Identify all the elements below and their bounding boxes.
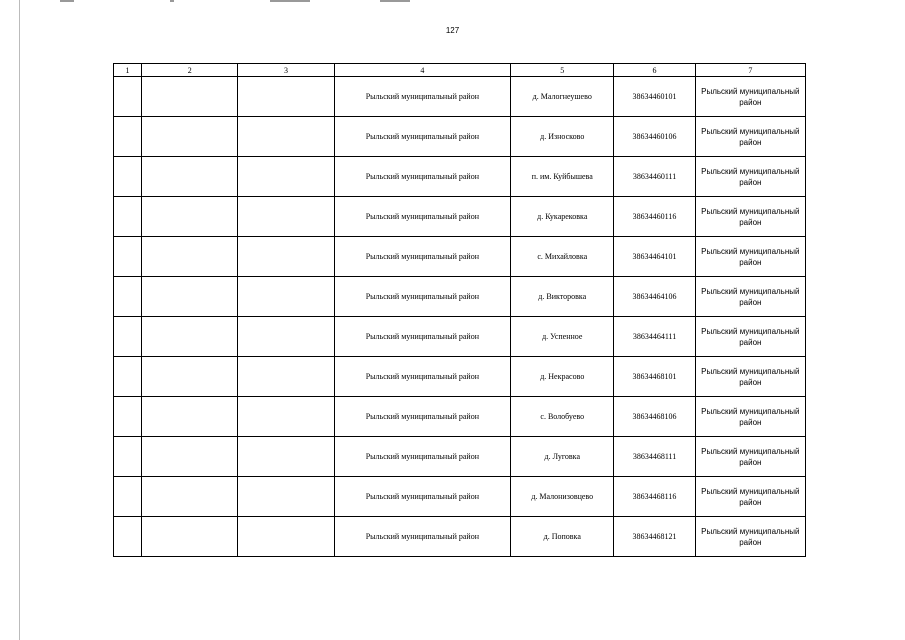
empty-cell xyxy=(114,117,142,157)
municipality-cell: Рыльский муниципальный район xyxy=(695,477,805,517)
empty-cell xyxy=(114,517,142,557)
district-cell: Рыльский муниципальный район xyxy=(334,477,511,517)
oktmo-code-cell: 38634468121 xyxy=(614,517,695,557)
oktmo-code-cell: 38634460101 xyxy=(614,77,695,117)
column-header-3: 3 xyxy=(238,64,334,77)
settlement-cell: с. Михайловка xyxy=(511,237,614,277)
empty-cell xyxy=(114,277,142,317)
settlement-cell: д. Кукарековка xyxy=(511,197,614,237)
district-cell: Рыльский муниципальный район xyxy=(334,237,511,277)
settlement-cell: д. Луговка xyxy=(511,437,614,477)
municipality-cell: Рыльский муниципальный район xyxy=(695,157,805,197)
empty-cell xyxy=(238,397,334,437)
district-cell: Рыльский муниципальный район xyxy=(334,317,511,357)
oktmo-code-cell: 38634464101 xyxy=(614,237,695,277)
empty-cell xyxy=(238,437,334,477)
table-row xyxy=(114,157,806,197)
oktmo-code-cell: 38634468106 xyxy=(614,397,695,437)
settlements-table xyxy=(113,63,806,557)
empty-cell xyxy=(142,77,238,117)
settlement-cell: д. Успенное xyxy=(511,317,614,357)
table-row xyxy=(114,197,806,237)
empty-cell xyxy=(142,397,238,437)
oktmo-code-cell: 38634468116 xyxy=(614,477,695,517)
settlement-cell: д. Викторовка xyxy=(511,277,614,317)
empty-cell xyxy=(238,157,334,197)
table-row xyxy=(114,77,806,117)
empty-cell xyxy=(114,157,142,197)
empty-cell xyxy=(114,317,142,357)
oktmo-code-cell: 38634460106 xyxy=(614,117,695,157)
settlement-cell: п. им. Куйбышева xyxy=(511,157,614,197)
empty-cell xyxy=(238,117,334,157)
oktmo-code-cell: 38634464111 xyxy=(614,317,695,357)
empty-cell xyxy=(114,397,142,437)
district-cell: Рыльский муниципальный район xyxy=(334,277,511,317)
table-row xyxy=(114,397,806,437)
municipality-cell: Рыльский муниципальный район xyxy=(695,237,805,277)
empty-cell xyxy=(142,197,238,237)
district-cell: Рыльский муниципальный район xyxy=(334,397,511,437)
empty-cell xyxy=(142,237,238,277)
table-row xyxy=(114,517,806,557)
district-cell: Рыльский муниципальный район xyxy=(334,197,511,237)
municipality-cell: Рыльский муниципальный район xyxy=(695,397,805,437)
table-row xyxy=(114,237,806,277)
settlement-cell: д. Поповка xyxy=(511,517,614,557)
table-row xyxy=(114,317,806,357)
oktmo-code-cell: 38634460116 xyxy=(614,197,695,237)
empty-cell xyxy=(114,77,142,117)
empty-cell xyxy=(114,477,142,517)
empty-cell xyxy=(142,277,238,317)
district-cell: Рыльский муниципальный район xyxy=(334,157,511,197)
column-header-2: 2 xyxy=(142,64,238,77)
table-row xyxy=(114,357,806,397)
column-header-6: 6 xyxy=(614,64,695,77)
empty-cell xyxy=(142,357,238,397)
table-row xyxy=(114,117,806,157)
district-cell: Рыльский муниципальный район xyxy=(334,517,511,557)
district-cell: Рыльский муниципальный район xyxy=(334,357,511,397)
empty-cell xyxy=(238,77,334,117)
municipality-cell: Рыльский муниципальный район xyxy=(695,117,805,157)
column-header-1: 1 xyxy=(114,64,142,77)
settlement-cell: д. Малогнеушево xyxy=(511,77,614,117)
municipality-cell: Рыльский муниципальный район xyxy=(695,357,805,397)
scan-edge-line xyxy=(19,0,20,640)
oktmo-code-cell: 38634464106 xyxy=(614,277,695,317)
empty-cell xyxy=(238,197,334,237)
empty-cell xyxy=(238,357,334,397)
empty-cell xyxy=(142,437,238,477)
empty-cell xyxy=(142,117,238,157)
empty-cell xyxy=(142,317,238,357)
empty-cell xyxy=(238,277,334,317)
settlement-cell: д. Некрасово xyxy=(511,357,614,397)
settlement-cell: д. Износково xyxy=(511,117,614,157)
empty-cell xyxy=(114,197,142,237)
empty-cell xyxy=(238,317,334,357)
column-header-7: 7 xyxy=(695,64,805,77)
empty-cell xyxy=(238,477,334,517)
district-cell: Рыльский муниципальный район xyxy=(334,437,511,477)
oktmo-code-cell: 38634460111 xyxy=(614,157,695,197)
oktmo-code-cell: 38634468111 xyxy=(614,437,695,477)
scan-top-marks xyxy=(60,0,460,4)
empty-cell xyxy=(114,237,142,277)
empty-cell xyxy=(238,237,334,277)
district-cell: Рыльский муниципальный район xyxy=(334,117,511,157)
empty-cell xyxy=(142,157,238,197)
table-row xyxy=(114,277,806,317)
settlement-cell: с. Волобуево xyxy=(511,397,614,437)
table-row xyxy=(114,437,806,477)
municipality-cell: Рыльский муниципальный район xyxy=(695,517,805,557)
table-row xyxy=(114,477,806,517)
settlement-cell: д. Малонизовцево xyxy=(511,477,614,517)
column-header-4: 4 xyxy=(334,64,511,77)
empty-cell xyxy=(114,437,142,477)
empty-cell xyxy=(142,477,238,517)
page-number: 127 xyxy=(445,26,460,35)
oktmo-code-cell: 38634468101 xyxy=(614,357,695,397)
municipality-cell: Рыльский муниципальный район xyxy=(695,277,805,317)
municipality-cell: Рыльский муниципальный район xyxy=(695,197,805,237)
municipality-cell: Рыльский муниципальный район xyxy=(695,77,805,117)
municipality-cell: Рыльский муниципальный район xyxy=(695,317,805,357)
empty-cell xyxy=(114,357,142,397)
table-body xyxy=(114,77,806,557)
empty-cell xyxy=(238,517,334,557)
table-header-row xyxy=(114,64,806,77)
column-header-5: 5 xyxy=(511,64,614,77)
empty-cell xyxy=(142,517,238,557)
district-cell: Рыльский муниципальный район xyxy=(334,77,511,117)
municipality-cell: Рыльский муниципальный район xyxy=(695,437,805,477)
